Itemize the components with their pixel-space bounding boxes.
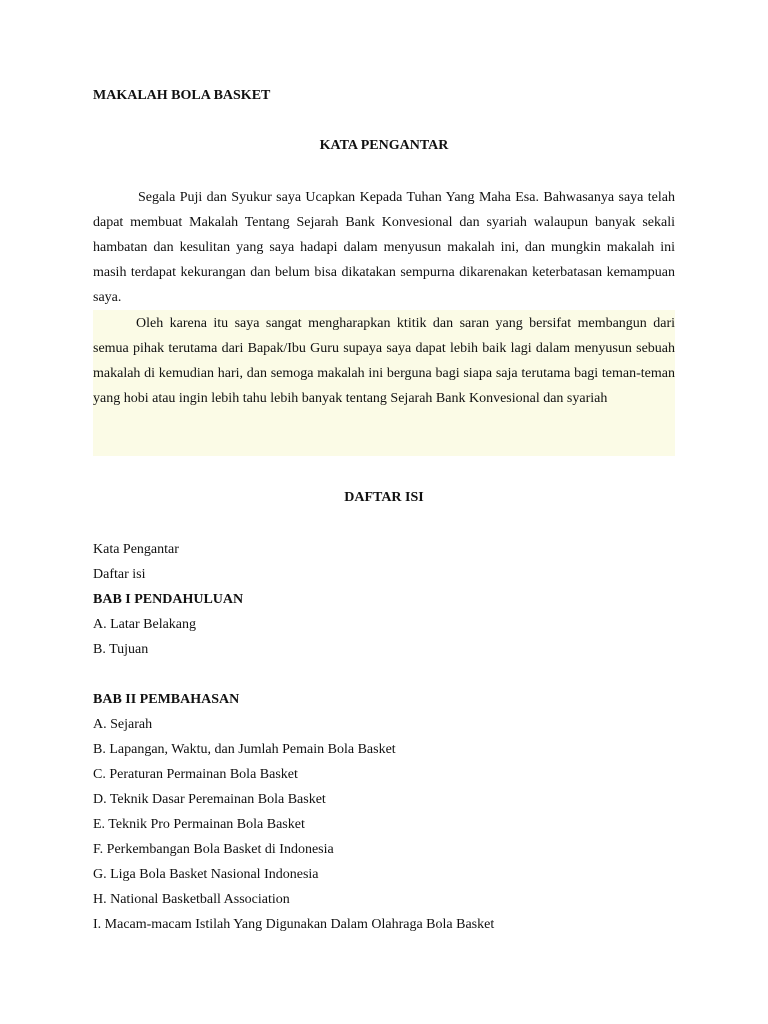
table-of-contents [93,537,675,937]
toc-item-liga: G. Liga Bola Basket Nasional Indonesia [93,867,319,882]
document-title: MAKALAH BOLA BASKET [93,88,271,103]
toc-item-latar-belakang: A. Latar Belakang [93,617,197,632]
toc-item-istilah: I. Macam-macam Istilah Yang Digunakan Dalam Olahraga Bola Basket [93,917,495,932]
toc-item-nba: H. National Basketball Association [93,892,290,907]
toc-item-teknik-dasar: D. Teknik Dasar Peremainan Bola Basket [93,792,326,807]
daftar-isi-heading: DAFTAR ISI [344,490,424,505]
toc-item-daftar-isi: Daftar isi [93,567,146,582]
toc-item-lapangan: B. Lapangan, Waktu, dan Jumlah Pemain Bola Basket [93,742,396,757]
toc-item-sejarah: A. Sejarah [93,717,153,732]
kata-pengantar-paragraph-2: Oleh karena itu saya sangat mengharapkan ktitik dan saran yang bersifat membangun dari semua pihak terutama dari Bapak/Ibu Guru supaya saya dapat lebih baik lagi dalam menyusun sebuah makalah di kemudian hari, dan semoga makalah ini berguna bagi siapa saja terutama bagi teman-teman yang hobi atau ingin lebih tahu lebih banyak tentang Sejarah Bank Konvesional dan syariah [93,316,675,406]
toc-chapter-bab-2: BAB II PEMBAHASAN [93,692,240,707]
toc-chapter-bab-1: BAB I PENDAHULUAN [93,592,244,607]
kata-pengantar-paragraph-1: Segala Puji dan Syukur saya Ucapkan Kepada Tuhan Yang Maha Esa. Bahwasanya saya telah dapat membuat Makalah Tentang Sejarah Bank Konvesional dan syariah walaupun banyak sekali hambatan dan kesulitan yang saya hadapi dalam menyusun makalah ini, dan mungkin makalah ini masih terdapat kekurangan dan belum bisa dikatakan sempurna dikarenakan keterbatasan kemampuan saya. [93,190,675,305]
toc-item-tujuan: B. Tujuan [93,642,149,657]
toc-item-teknik-pro: E. Teknik Pro Permainan Bola Basket [93,817,305,832]
toc-item-kata-pengantar: Kata Pengantar [93,542,179,557]
kata-pengantar-heading: KATA PENGANTAR [319,138,449,153]
toc-item-peraturan: C. Peraturan Permainan Bola Basket [93,767,298,782]
toc-item-perkembangan: F. Perkembangan Bola Basket di Indonesia [93,842,334,857]
